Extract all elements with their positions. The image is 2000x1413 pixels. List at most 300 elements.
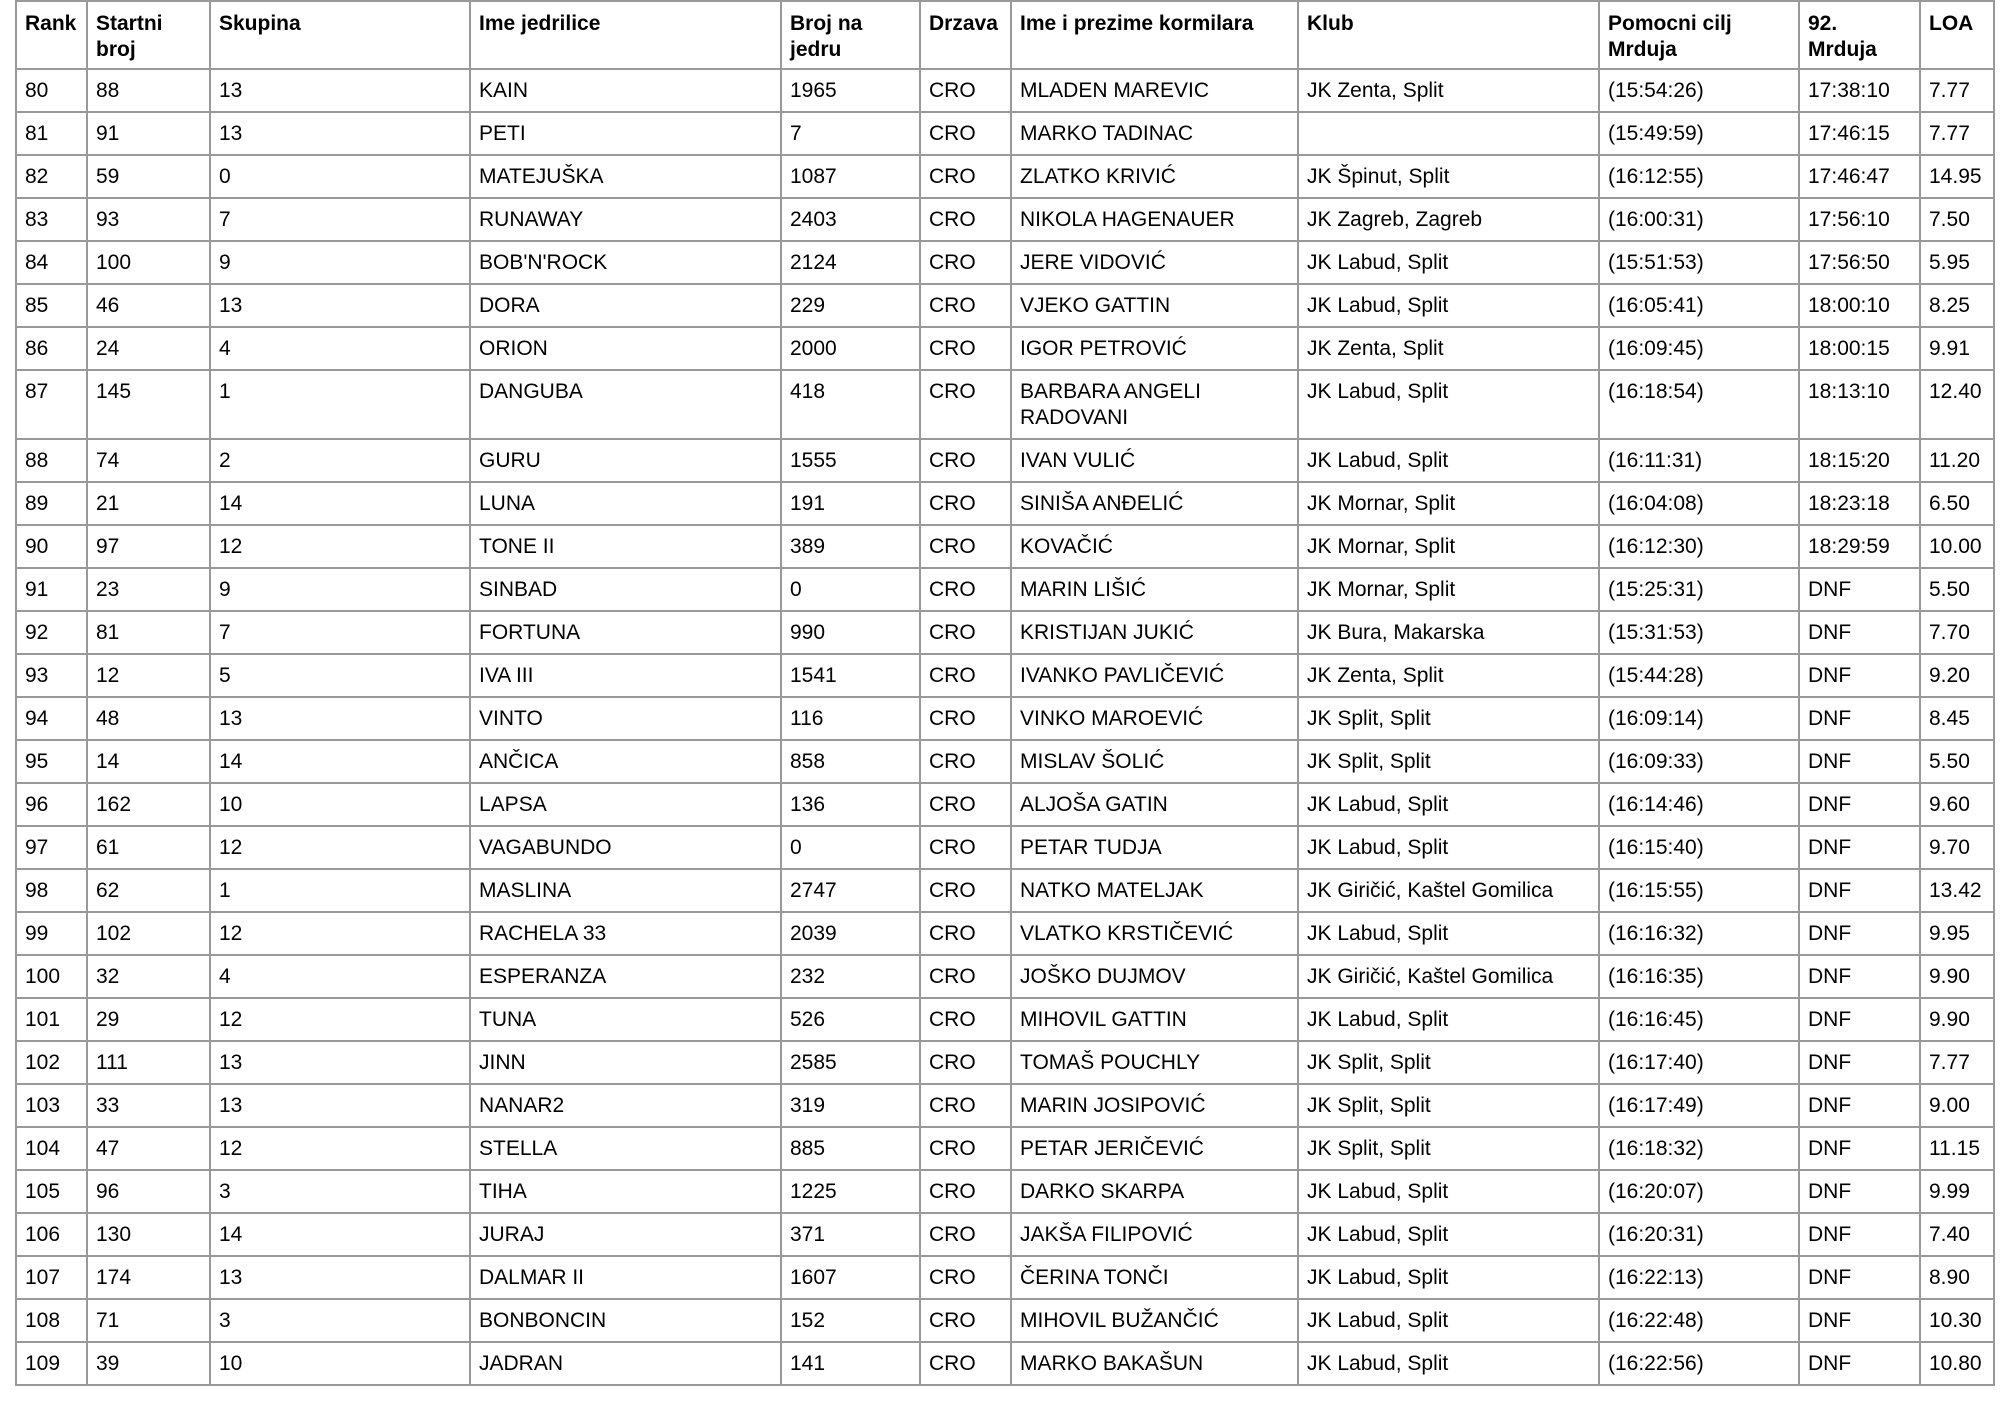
cell-klub: JK Zenta, Split	[1298, 654, 1599, 697]
column-header-skupina: Skupina	[210, 1, 470, 69]
table-row	[16, 1342, 1994, 1385]
cell-broj-na-jedru: 2000	[781, 327, 920, 370]
cell-loa: 11.15	[1920, 1127, 1994, 1170]
cell-pomocni-cilj: (15:51:53)	[1599, 241, 1799, 284]
cell-rank: 83	[16, 198, 87, 241]
cell-broj-na-jedru: 1541	[781, 654, 920, 697]
cell-startni-broj: 23	[87, 568, 210, 611]
cell-ime-jedrilice: RACHELA 33	[470, 912, 781, 955]
cell-loa: 9.95	[1920, 912, 1994, 955]
table-row	[16, 241, 1994, 284]
column-header-drzava: Drzava	[920, 1, 1011, 69]
cell-loa: 10.00	[1920, 525, 1994, 568]
cell-kormilar: IVANKO PAVLIČEVIĆ	[1011, 654, 1298, 697]
cell-kormilar: PETAR JERIČEVIĆ	[1011, 1127, 1298, 1170]
cell-ime-jedrilice: TIHA	[470, 1170, 781, 1213]
cell-rank: 82	[16, 155, 87, 198]
table-row	[16, 740, 1994, 783]
column-header-mrduja-92: 92. Mrduja	[1799, 1, 1920, 69]
cell-kormilar: NATKO MATELJAK	[1011, 869, 1298, 912]
cell-ime-jedrilice: PETI	[470, 112, 781, 155]
cell-rank: 93	[16, 654, 87, 697]
cell-broj-na-jedru: 526	[781, 998, 920, 1041]
cell-skupina: 12	[210, 826, 470, 869]
cell-drzava: CRO	[920, 69, 1011, 112]
cell-pomocni-cilj: (16:16:35)	[1599, 955, 1799, 998]
cell-kormilar: KOVAČIĆ	[1011, 525, 1298, 568]
cell-broj-na-jedru: 152	[781, 1299, 920, 1342]
cell-klub: JK Split, Split	[1298, 1041, 1599, 1084]
cell-kormilar: NIKOLA HAGENAUER	[1011, 198, 1298, 241]
cell-rank: 96	[16, 783, 87, 826]
cell-drzava: CRO	[920, 654, 1011, 697]
cell-drzava: CRO	[920, 482, 1011, 525]
cell-startni-broj: 88	[87, 69, 210, 112]
cell-rank: 81	[16, 112, 87, 155]
cell-broj-na-jedru: 229	[781, 284, 920, 327]
cell-pomocni-cilj: (16:00:31)	[1599, 198, 1799, 241]
table-row	[16, 697, 1994, 740]
cell-pomocni-cilj: (16:22:56)	[1599, 1342, 1799, 1385]
cell-pomocni-cilj: (16:22:13)	[1599, 1256, 1799, 1299]
cell-startni-broj: 48	[87, 697, 210, 740]
cell-ime-jedrilice: MATEJUŠKA	[470, 155, 781, 198]
cell-mrduja-92: 17:56:10	[1799, 198, 1920, 241]
cell-ime-jedrilice: IVA III	[470, 654, 781, 697]
cell-broj-na-jedru: 1555	[781, 439, 920, 482]
cell-loa: 5.50	[1920, 568, 1994, 611]
cell-kormilar: VLATKO KRSTIČEVIĆ	[1011, 912, 1298, 955]
cell-mrduja-92: DNF	[1799, 1256, 1920, 1299]
cell-mrduja-92: 18:15:20	[1799, 439, 1920, 482]
cell-mrduja-92: 17:46:15	[1799, 112, 1920, 155]
cell-kormilar: MARIN LIŠIĆ	[1011, 568, 1298, 611]
cell-kormilar: JAKŠA FILIPOVIĆ	[1011, 1213, 1298, 1256]
cell-klub: JK Labud, Split	[1298, 826, 1599, 869]
cell-rank: 92	[16, 611, 87, 654]
cell-loa: 8.25	[1920, 284, 1994, 327]
results-table	[15, 0, 1995, 1386]
cell-loa: 9.60	[1920, 783, 1994, 826]
cell-mrduja-92: DNF	[1799, 826, 1920, 869]
cell-rank: 90	[16, 525, 87, 568]
cell-kormilar: ALJOŠA GATIN	[1011, 783, 1298, 826]
cell-broj-na-jedru: 1087	[781, 155, 920, 198]
cell-startni-broj: 59	[87, 155, 210, 198]
cell-loa: 9.20	[1920, 654, 1994, 697]
cell-broj-na-jedru: 885	[781, 1127, 920, 1170]
column-header-startni-broj: Startni broj	[87, 1, 210, 69]
cell-startni-broj: 46	[87, 284, 210, 327]
cell-klub: JK Zenta, Split	[1298, 69, 1599, 112]
cell-pomocni-cilj: (15:25:31)	[1599, 568, 1799, 611]
cell-klub: JK Split, Split	[1298, 697, 1599, 740]
cell-pomocni-cilj: (16:18:54)	[1599, 370, 1799, 439]
table-row	[16, 1041, 1994, 1084]
cell-loa: 10.30	[1920, 1299, 1994, 1342]
cell-pomocni-cilj: (16:05:41)	[1599, 284, 1799, 327]
cell-rank: 100	[16, 955, 87, 998]
cell-klub: JK Split, Split	[1298, 740, 1599, 783]
cell-loa: 9.99	[1920, 1170, 1994, 1213]
cell-mrduja-92: 18:00:10	[1799, 284, 1920, 327]
cell-mrduja-92: DNF	[1799, 611, 1920, 654]
table-row	[16, 69, 1994, 112]
cell-klub: JK Labud, Split	[1298, 439, 1599, 482]
cell-kormilar: SINIŠA ANĐELIĆ	[1011, 482, 1298, 525]
cell-klub: JK Labud, Split	[1298, 998, 1599, 1041]
cell-mrduja-92: 18:13:10	[1799, 370, 1920, 439]
cell-startni-broj: 130	[87, 1213, 210, 1256]
table-row	[16, 370, 1994, 439]
cell-ime-jedrilice: ESPERANZA	[470, 955, 781, 998]
cell-pomocni-cilj: (16:18:32)	[1599, 1127, 1799, 1170]
table-row	[16, 284, 1994, 327]
cell-mrduja-92: DNF	[1799, 1299, 1920, 1342]
table-row	[16, 155, 1994, 198]
cell-drzava: CRO	[920, 370, 1011, 439]
cell-kormilar: ČERINA TONČI	[1011, 1256, 1298, 1299]
cell-loa: 7.77	[1920, 112, 1994, 155]
cell-ime-jedrilice: DORA	[470, 284, 781, 327]
cell-kormilar: MARIN JOSIPOVIĆ	[1011, 1084, 1298, 1127]
cell-skupina: 0	[210, 155, 470, 198]
cell-rank: 105	[16, 1170, 87, 1213]
cell-ime-jedrilice: RUNAWAY	[470, 198, 781, 241]
cell-mrduja-92: DNF	[1799, 1127, 1920, 1170]
cell-ime-jedrilice: STELLA	[470, 1127, 781, 1170]
cell-loa: 6.50	[1920, 482, 1994, 525]
cell-drzava: CRO	[920, 912, 1011, 955]
column-header-loa: LOA	[1920, 1, 1994, 69]
table-row	[16, 783, 1994, 826]
cell-startni-broj: 39	[87, 1342, 210, 1385]
cell-rank: 102	[16, 1041, 87, 1084]
cell-mrduja-92: 18:29:59	[1799, 525, 1920, 568]
table-row	[16, 1299, 1994, 1342]
cell-loa: 9.90	[1920, 998, 1994, 1041]
cell-klub: JK Labud, Split	[1298, 1256, 1599, 1299]
cell-skupina: 12	[210, 1127, 470, 1170]
cell-pomocni-cilj: (16:16:45)	[1599, 998, 1799, 1041]
cell-loa: 7.77	[1920, 69, 1994, 112]
cell-startni-broj: 97	[87, 525, 210, 568]
cell-drzava: CRO	[920, 1170, 1011, 1213]
cell-drzava: CRO	[920, 1299, 1011, 1342]
cell-rank: 98	[16, 869, 87, 912]
cell-mrduja-92: DNF	[1799, 568, 1920, 611]
cell-broj-na-jedru: 116	[781, 697, 920, 740]
cell-rank: 80	[16, 69, 87, 112]
cell-mrduja-92: DNF	[1799, 1342, 1920, 1385]
table-row	[16, 955, 1994, 998]
cell-mrduja-92: DNF	[1799, 1041, 1920, 1084]
cell-skupina: 2	[210, 439, 470, 482]
cell-drzava: CRO	[920, 1213, 1011, 1256]
cell-mrduja-92: DNF	[1799, 912, 1920, 955]
cell-mrduja-92: DNF	[1799, 740, 1920, 783]
cell-mrduja-92: DNF	[1799, 998, 1920, 1041]
cell-skupina: 9	[210, 241, 470, 284]
cell-ime-jedrilice: LUNA	[470, 482, 781, 525]
cell-startni-broj: 14	[87, 740, 210, 783]
cell-kormilar: VINKO MAROEVIĆ	[1011, 697, 1298, 740]
cell-ime-jedrilice: KAIN	[470, 69, 781, 112]
column-header-klub: Klub	[1298, 1, 1599, 69]
cell-loa: 5.95	[1920, 241, 1994, 284]
cell-kormilar: MLADEN MAREVIC	[1011, 69, 1298, 112]
table-header	[16, 1, 1994, 69]
cell-broj-na-jedru: 191	[781, 482, 920, 525]
cell-rank: 95	[16, 740, 87, 783]
cell-loa: 13.42	[1920, 869, 1994, 912]
table-row	[16, 869, 1994, 912]
cell-startni-broj: 111	[87, 1041, 210, 1084]
cell-drzava: CRO	[920, 1342, 1011, 1385]
cell-ime-jedrilice: JINN	[470, 1041, 781, 1084]
cell-rank: 106	[16, 1213, 87, 1256]
cell-klub: JK Giričić, Kaštel Gomilica	[1298, 955, 1599, 998]
cell-kormilar: JERE VIDOVIĆ	[1011, 241, 1298, 284]
cell-broj-na-jedru: 371	[781, 1213, 920, 1256]
cell-skupina: 13	[210, 69, 470, 112]
cell-drzava: CRO	[920, 826, 1011, 869]
cell-loa: 12.40	[1920, 370, 1994, 439]
cell-kormilar: IVAN VULIĆ	[1011, 439, 1298, 482]
cell-drzava: CRO	[920, 568, 1011, 611]
cell-broj-na-jedru: 141	[781, 1342, 920, 1385]
cell-ime-jedrilice: GURU	[470, 439, 781, 482]
cell-broj-na-jedru: 418	[781, 370, 920, 439]
cell-pomocni-cilj: (16:14:46)	[1599, 783, 1799, 826]
cell-pomocni-cilj: (15:31:53)	[1599, 611, 1799, 654]
cell-ime-jedrilice: JURAJ	[470, 1213, 781, 1256]
cell-drzava: CRO	[920, 697, 1011, 740]
cell-klub: JK Špinut, Split	[1298, 155, 1599, 198]
table-row	[16, 826, 1994, 869]
cell-startni-broj: 47	[87, 1127, 210, 1170]
cell-kormilar: TOMAŠ POUCHLY	[1011, 1041, 1298, 1084]
table-row	[16, 525, 1994, 568]
column-header-pomocni-cilj: Pomocni cilj Mrduja	[1599, 1, 1799, 69]
cell-ime-jedrilice: BOB'N'ROCK	[470, 241, 781, 284]
cell-broj-na-jedru: 0	[781, 826, 920, 869]
cell-pomocni-cilj: (16:11:31)	[1599, 439, 1799, 482]
cell-startni-broj: 61	[87, 826, 210, 869]
column-header-kormilar: Ime i prezime kormilara	[1011, 1, 1298, 69]
cell-klub: JK Labud, Split	[1298, 241, 1599, 284]
cell-pomocni-cilj: (16:15:40)	[1599, 826, 1799, 869]
cell-mrduja-92: DNF	[1799, 955, 1920, 998]
cell-skupina: 14	[210, 482, 470, 525]
cell-broj-na-jedru: 1225	[781, 1170, 920, 1213]
cell-kormilar: MISLAV ŠOLIĆ	[1011, 740, 1298, 783]
cell-drzava: CRO	[920, 327, 1011, 370]
cell-loa: 8.90	[1920, 1256, 1994, 1299]
cell-mrduja-92: 17:38:10	[1799, 69, 1920, 112]
cell-kormilar: DARKO SKARPA	[1011, 1170, 1298, 1213]
cell-kormilar: JOŠKO DUJMOV	[1011, 955, 1298, 998]
cell-kormilar: IGOR PETROVIĆ	[1011, 327, 1298, 370]
cell-rank: 109	[16, 1342, 87, 1385]
cell-skupina: 4	[210, 955, 470, 998]
table-body	[16, 69, 1994, 1385]
cell-rank: 88	[16, 439, 87, 482]
table-row	[16, 912, 1994, 955]
cell-startni-broj: 32	[87, 955, 210, 998]
cell-klub: JK Bura, Makarska	[1298, 611, 1599, 654]
cell-pomocni-cilj: (15:54:26)	[1599, 69, 1799, 112]
cell-loa: 7.50	[1920, 198, 1994, 241]
cell-drzava: CRO	[920, 525, 1011, 568]
cell-broj-na-jedru: 990	[781, 611, 920, 654]
table-row	[16, 482, 1994, 525]
cell-klub: JK Labud, Split	[1298, 284, 1599, 327]
table-row	[16, 1127, 1994, 1170]
cell-startni-broj: 174	[87, 1256, 210, 1299]
cell-ime-jedrilice: ANČICA	[470, 740, 781, 783]
cell-ime-jedrilice: FORTUNA	[470, 611, 781, 654]
cell-mrduja-92: DNF	[1799, 1084, 1920, 1127]
cell-rank: 86	[16, 327, 87, 370]
cell-drzava: CRO	[920, 1127, 1011, 1170]
cell-ime-jedrilice: DALMAR II	[470, 1256, 781, 1299]
cell-startni-broj: 12	[87, 654, 210, 697]
cell-startni-broj: 145	[87, 370, 210, 439]
cell-drzava: CRO	[920, 1256, 1011, 1299]
cell-broj-na-jedru: 1607	[781, 1256, 920, 1299]
cell-mrduja-92: DNF	[1799, 1213, 1920, 1256]
cell-ime-jedrilice: TONE II	[470, 525, 781, 568]
cell-skupina: 4	[210, 327, 470, 370]
cell-skupina: 12	[210, 998, 470, 1041]
cell-pomocni-cilj: (15:49:59)	[1599, 112, 1799, 155]
cell-kormilar: MIHOVIL BUŽANČIĆ	[1011, 1299, 1298, 1342]
cell-broj-na-jedru: 2403	[781, 198, 920, 241]
table-row	[16, 611, 1994, 654]
cell-pomocni-cilj: (16:17:40)	[1599, 1041, 1799, 1084]
cell-drzava: CRO	[920, 198, 1011, 241]
cell-mrduja-92: DNF	[1799, 654, 1920, 697]
table-row	[16, 1213, 1994, 1256]
cell-klub: JK Mornar, Split	[1298, 568, 1599, 611]
cell-kormilar: MARKO BAKAŠUN	[1011, 1342, 1298, 1385]
table-row	[16, 1084, 1994, 1127]
cell-loa: 7.70	[1920, 611, 1994, 654]
cell-skupina: 13	[210, 1084, 470, 1127]
cell-skupina: 9	[210, 568, 470, 611]
cell-mrduja-92: 17:56:50	[1799, 241, 1920, 284]
cell-mrduja-92: DNF	[1799, 1170, 1920, 1213]
cell-skupina: 13	[210, 112, 470, 155]
cell-startni-broj: 91	[87, 112, 210, 155]
table-row	[16, 998, 1994, 1041]
cell-rank: 91	[16, 568, 87, 611]
cell-broj-na-jedru: 2747	[781, 869, 920, 912]
cell-pomocni-cilj: (16:20:07)	[1599, 1170, 1799, 1213]
cell-skupina: 7	[210, 198, 470, 241]
cell-loa: 11.20	[1920, 439, 1994, 482]
cell-startni-broj: 71	[87, 1299, 210, 1342]
cell-rank: 85	[16, 284, 87, 327]
header-row	[16, 1, 1994, 69]
cell-rank: 101	[16, 998, 87, 1041]
cell-pomocni-cilj: (16:04:08)	[1599, 482, 1799, 525]
cell-broj-na-jedru: 232	[781, 955, 920, 998]
cell-ime-jedrilice: BONBONCIN	[470, 1299, 781, 1342]
cell-skupina: 1	[210, 869, 470, 912]
cell-rank: 107	[16, 1256, 87, 1299]
cell-startni-broj: 162	[87, 783, 210, 826]
cell-kormilar: KRISTIJAN JUKIĆ	[1011, 611, 1298, 654]
cell-drzava: CRO	[920, 869, 1011, 912]
cell-rank: 89	[16, 482, 87, 525]
cell-loa: 7.77	[1920, 1041, 1994, 1084]
cell-ime-jedrilice: TUNA	[470, 998, 781, 1041]
cell-startni-broj: 100	[87, 241, 210, 284]
cell-loa: 10.80	[1920, 1342, 1994, 1385]
cell-pomocni-cilj: (16:16:32)	[1599, 912, 1799, 955]
cell-drzava: CRO	[920, 955, 1011, 998]
cell-startni-broj: 33	[87, 1084, 210, 1127]
cell-mrduja-92: 17:46:47	[1799, 155, 1920, 198]
cell-drzava: CRO	[920, 783, 1011, 826]
table-row	[16, 327, 1994, 370]
cell-skupina: 13	[210, 1041, 470, 1084]
cell-loa: 5.50	[1920, 740, 1994, 783]
cell-pomocni-cilj: (16:09:45)	[1599, 327, 1799, 370]
cell-skupina: 10	[210, 783, 470, 826]
cell-klub: JK Split, Split	[1298, 1127, 1599, 1170]
cell-rank: 108	[16, 1299, 87, 1342]
cell-pomocni-cilj: (16:12:30)	[1599, 525, 1799, 568]
cell-klub: JK Labud, Split	[1298, 370, 1599, 439]
cell-broj-na-jedru: 2124	[781, 241, 920, 284]
cell-klub	[1298, 112, 1599, 155]
cell-drzava: CRO	[920, 155, 1011, 198]
cell-broj-na-jedru: 319	[781, 1084, 920, 1127]
cell-mrduja-92: DNF	[1799, 869, 1920, 912]
cell-skupina: 12	[210, 912, 470, 955]
cell-skupina: 7	[210, 611, 470, 654]
cell-skupina: 13	[210, 697, 470, 740]
cell-broj-na-jedru: 7	[781, 112, 920, 155]
cell-startni-broj: 81	[87, 611, 210, 654]
cell-startni-broj: 21	[87, 482, 210, 525]
cell-kormilar: VJEKO GATTIN	[1011, 284, 1298, 327]
cell-broj-na-jedru: 0	[781, 568, 920, 611]
table-row	[16, 198, 1994, 241]
cell-ime-jedrilice: JADRAN	[470, 1342, 781, 1385]
cell-pomocni-cilj: (16:09:33)	[1599, 740, 1799, 783]
cell-ime-jedrilice: SINBAD	[470, 568, 781, 611]
cell-startni-broj: 24	[87, 327, 210, 370]
cell-broj-na-jedru: 2585	[781, 1041, 920, 1084]
cell-loa: 9.00	[1920, 1084, 1994, 1127]
cell-skupina: 12	[210, 525, 470, 568]
cell-klub: JK Giričić, Kaštel Gomilica	[1298, 869, 1599, 912]
cell-pomocni-cilj: (16:22:48)	[1599, 1299, 1799, 1342]
cell-startni-broj: 29	[87, 998, 210, 1041]
cell-drzava: CRO	[920, 241, 1011, 284]
cell-loa: 14.95	[1920, 155, 1994, 198]
column-header-ime-jedrilice: Ime jedrilice	[470, 1, 781, 69]
cell-startni-broj: 62	[87, 869, 210, 912]
cell-pomocni-cilj: (16:12:55)	[1599, 155, 1799, 198]
cell-rank: 97	[16, 826, 87, 869]
cell-pomocni-cilj: (16:20:31)	[1599, 1213, 1799, 1256]
cell-ime-jedrilice: VAGABUNDO	[470, 826, 781, 869]
